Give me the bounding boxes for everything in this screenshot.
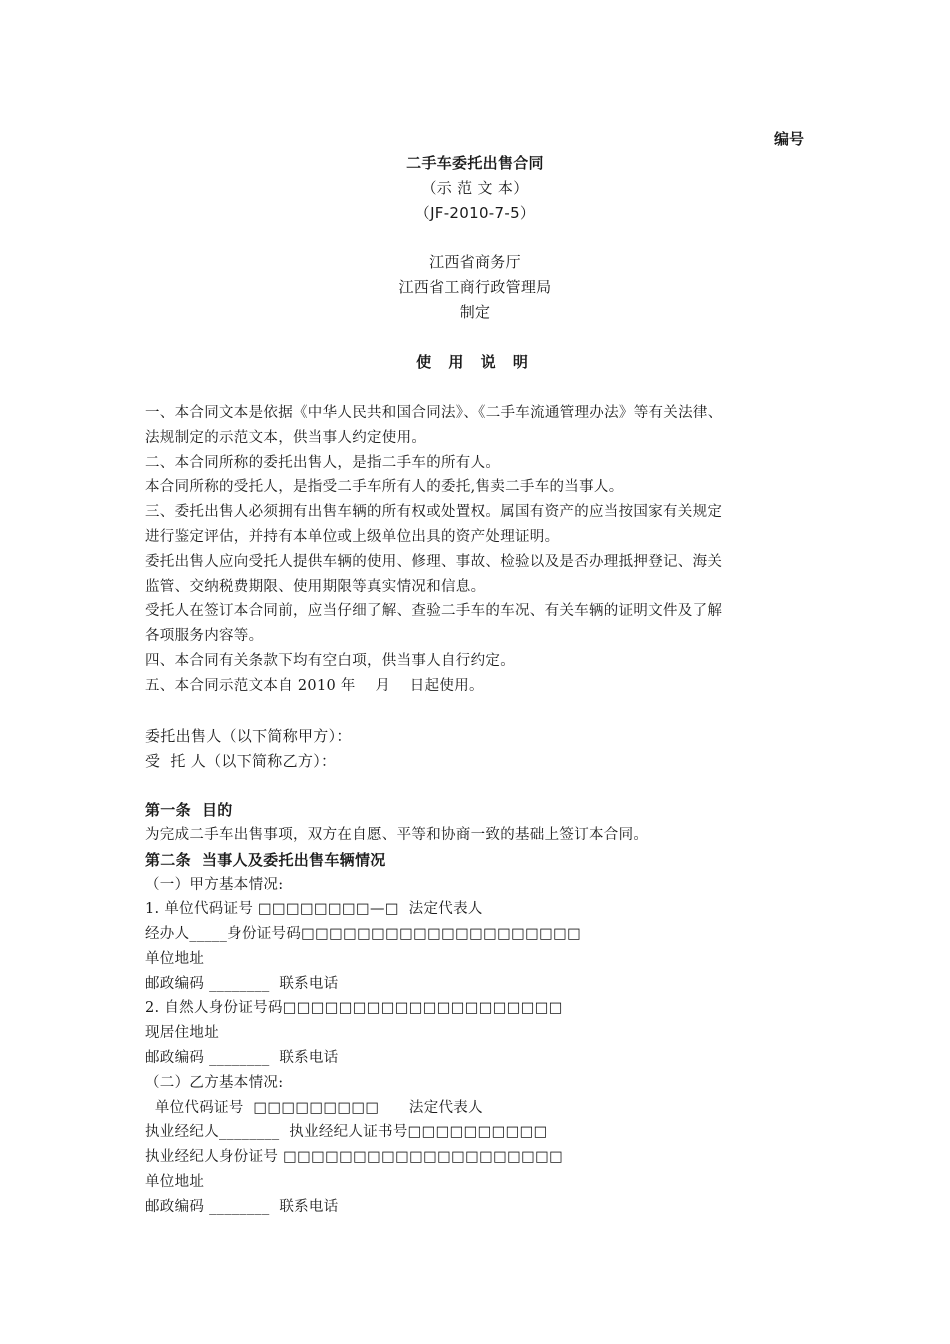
issuer-industry-bureau: 江西省工商行政管理局 [398, 278, 552, 296]
article2-line: 邮政编码 ________ 联系电话 [145, 1050, 339, 1066]
article2-line: 经办人_____身份证号码□□□□□□□□□□□□□□□□□□□□ [145, 926, 582, 942]
party-b-label: 受 托 人（以下简称乙方）： [145, 752, 337, 770]
instruction-line: 三、委托出售人必须拥有出售车辆的所有权或处置权。属国有资产的应当按国家有关规定 [145, 504, 723, 520]
article2-line: 单位代码证号 □□□□□□□□□ 法定代表人 [145, 1100, 483, 1116]
article2-line: （二）乙方基本情况: [145, 1075, 284, 1091]
instruction-line: 进行鉴定评估，并持有本单位或上级单位出具的资产处理证明。 [145, 529, 560, 545]
instruction-line: 受托人在签订本合同前，应当仔细了解、查验二手车的车况、有关车辆的证明文件及了解 [145, 603, 723, 619]
article1-heading: 第一条 目的 [145, 801, 233, 819]
issuer-commerce-dept: 江西省商务厅 [429, 253, 521, 271]
article2-line: 邮政编码 ________ 联系电话 [145, 1199, 339, 1215]
article2-line: （一）甲方基本情况: [145, 877, 284, 893]
instruction-line: 委托出售人应向受托人提供车辆的使用、修理、事故、检验以及是否办理抵押登记、海关 [145, 554, 723, 570]
article2-heading: 第二条 当事人及委托出售车辆情况 [145, 851, 386, 869]
article2-line: 2. 自然人身份证号码□□□□□□□□□□□□□□□□□□□□ [145, 1000, 563, 1016]
article2-line: 现居住地址 [145, 1025, 219, 1041]
instruction-line: 监管、交纳税费期限、使用期限等真实情况和信息。 [145, 579, 486, 595]
article2-line: 1. 单位代码证号 □□□□□□□□—□ 法定代表人 [145, 901, 483, 917]
instruction-line: 四、本合同有关条款下均有空白项，供当事人自行约定。 [145, 653, 515, 669]
instruction-line: 各项服务内容等。 [145, 628, 264, 644]
article1-text: 为完成二手车出售事项，双方在自愿、平等和协商一致的基础上签订本合同。 [145, 827, 649, 843]
instruction-line: 五、本合同示范文本自 2010 年 月 日起使用。 [145, 678, 484, 694]
article2-line: 执业经纪人身份证号 □□□□□□□□□□□□□□□□□□□□ [145, 1149, 564, 1165]
instruction-line: 法规制定的示范文本，供当事人约定使用。 [145, 430, 427, 446]
instruction-line: 本合同所称的受托人，是指受二手车所有人的委托,售卖二手车的当事人。 [145, 479, 624, 495]
instruction-line: 一、本合同文本是依据《中华人民共和国合同法》、《二手车流通管理办法》等有关法律、 [145, 405, 723, 421]
issued-label: 制定 [459, 303, 491, 321]
contract-code: （JF-2010-7-5） [414, 204, 536, 222]
article2-line: 单位地址 [145, 951, 205, 967]
article2-line: 邮政编码 ________ 联系电话 [145, 976, 339, 992]
contract-title: 二手车委托出售合同 [406, 154, 544, 172]
instruction-line: 二、本合同所称的委托出售人，是指二手车的所有人。 [145, 455, 501, 471]
article2-line: 单位地址 [145, 1174, 205, 1190]
article2-line: 执业经纪人________ 执业经纪人证书号□□□□□□□□□□ [145, 1124, 548, 1140]
party-a-label: 委托出售人（以下简称甲方）： [145, 727, 352, 745]
document-number-label: 编号 [774, 130, 805, 148]
instructions-heading: 使 用 说 明 [416, 353, 534, 371]
contract-subtitle: （示 范 文 本） [421, 179, 529, 197]
